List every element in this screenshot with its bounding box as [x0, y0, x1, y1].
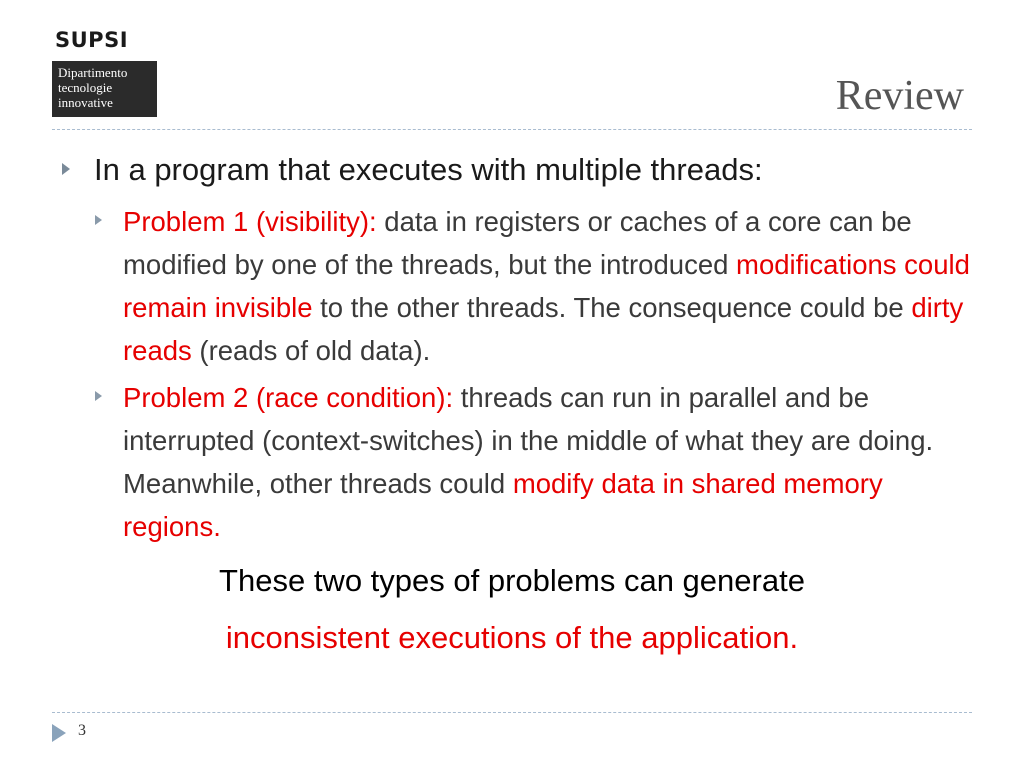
footer-divider [52, 712, 972, 713]
page-number: 3 [78, 722, 86, 739]
footer-arrow-icon [52, 724, 66, 742]
problem-2-text [123, 376, 975, 548]
conclusion-line-2: inconsistent executions of the application. [225, 620, 799, 655]
problem-1-text-b: to the other threads. The consequence could be [312, 292, 912, 323]
department-line-3: innovative [58, 95, 113, 110]
problem-2-bullet [95, 376, 975, 548]
problem-1-text-a: data in registers or caches of a core can be modified by one of the threads, but the introduced [123, 206, 912, 280]
conclusion-line-1: These two types of problems can generate [219, 563, 805, 598]
main-bullet-text: In a program that executes with multiple threads: [94, 152, 763, 187]
department-badge [52, 61, 157, 117]
problem-1-highlight-b: dirty reads [123, 292, 964, 366]
problem-2-text-a: threads can run in parallel and be interrupted (context-switches) in the middle of what they are doing. Meanwhile, other threads could [123, 382, 934, 499]
header-divider [52, 129, 972, 130]
problem-1-label: Problem 1 (visibility): [123, 206, 377, 237]
main-bullet [62, 150, 982, 190]
problem-2-label: Problem 2 (race condition): [123, 382, 454, 413]
department-line-2: tecnologie [58, 80, 113, 95]
supsi-logo: SUPSI [55, 28, 129, 52]
problem-1-text [123, 200, 975, 372]
problem-2-highlight-a: modify data in shared memory regions. [123, 468, 883, 542]
bullet-arrow-icon [95, 215, 102, 225]
department-line-1: Dipartimento [58, 65, 128, 80]
bullet-arrow-icon [62, 163, 70, 175]
slide-title: Review [835, 73, 964, 119]
problem-1-highlight-a: modifications could remain invisible [123, 249, 970, 323]
problem-1-bullet [95, 200, 975, 372]
bullet-arrow-icon [95, 391, 102, 401]
problem-1-text-c: (reads of old data). [191, 335, 431, 366]
